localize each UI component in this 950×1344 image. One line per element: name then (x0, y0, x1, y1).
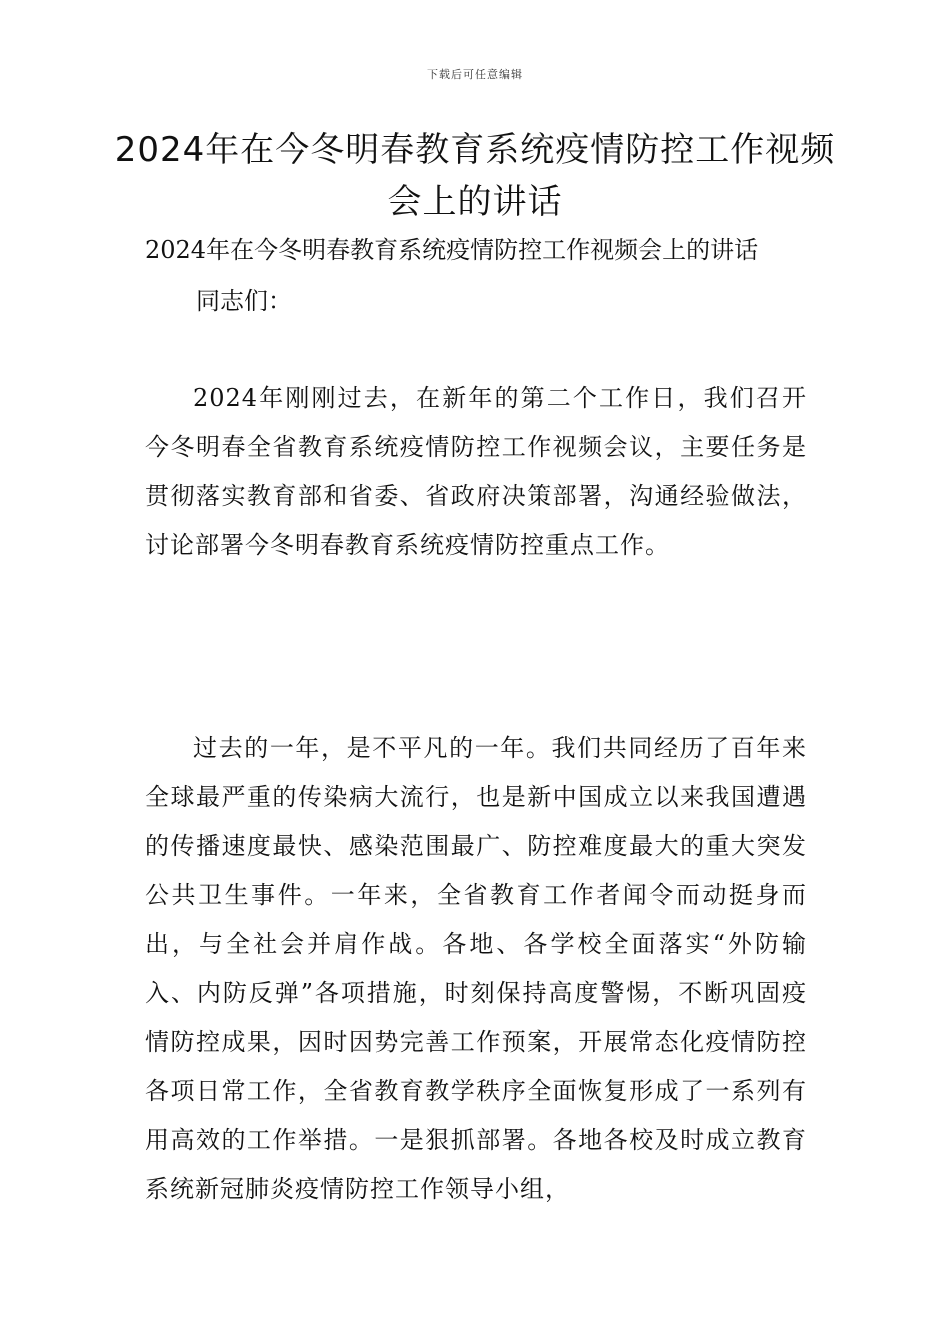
document-title: 2024年在今冬明春教育系统疫情防控工作视频会上的讲话 (114, 130, 836, 222)
paragraph-review: 过去的一年，是不平凡的一年。我们共同经历了百年来全球最严重的传染病大流行，也是新中国成立以来我国遭遇的传播速度最快、感染范围最广、防控难度最大的重大突发公共卫生事件。一年来，全省教育工作者闻令而动挺身而出，与全社会并肩作战。各地、各学校全面落实“外防输入、内防反弹”各项措施，时刻保持高度警惕，不断巩固疫情防控成果，因时因势完善工作预案，开展常态化疫情防控各项日常工作，全省教育教学秩序全面恢复形成了一系列有用高效的工作举措。一是狠抓部署。各地各校及时成立教育系统新冠肺炎疫情防控工作领导小组， (145, 734, 807, 1203)
page-header-note: 下载后可任意编辑 (427, 68, 523, 81)
document-subtitle: 2024年在今冬明春教育系统疫情防控工作视频会上的讲话 (145, 236, 759, 264)
paragraph-opening: 2024年刚刚过去，在新年的第二个工作日，我们召开今冬明春全省教育系统疫情防控工作视频会议，主要任务是贯彻落实教育部和省委、省政府决策部署，沟通经验做法，讨论部署今冬明春教育系统疫情防控重点工作。 (145, 384, 807, 559)
salutation: 同志们： (196, 287, 292, 315)
